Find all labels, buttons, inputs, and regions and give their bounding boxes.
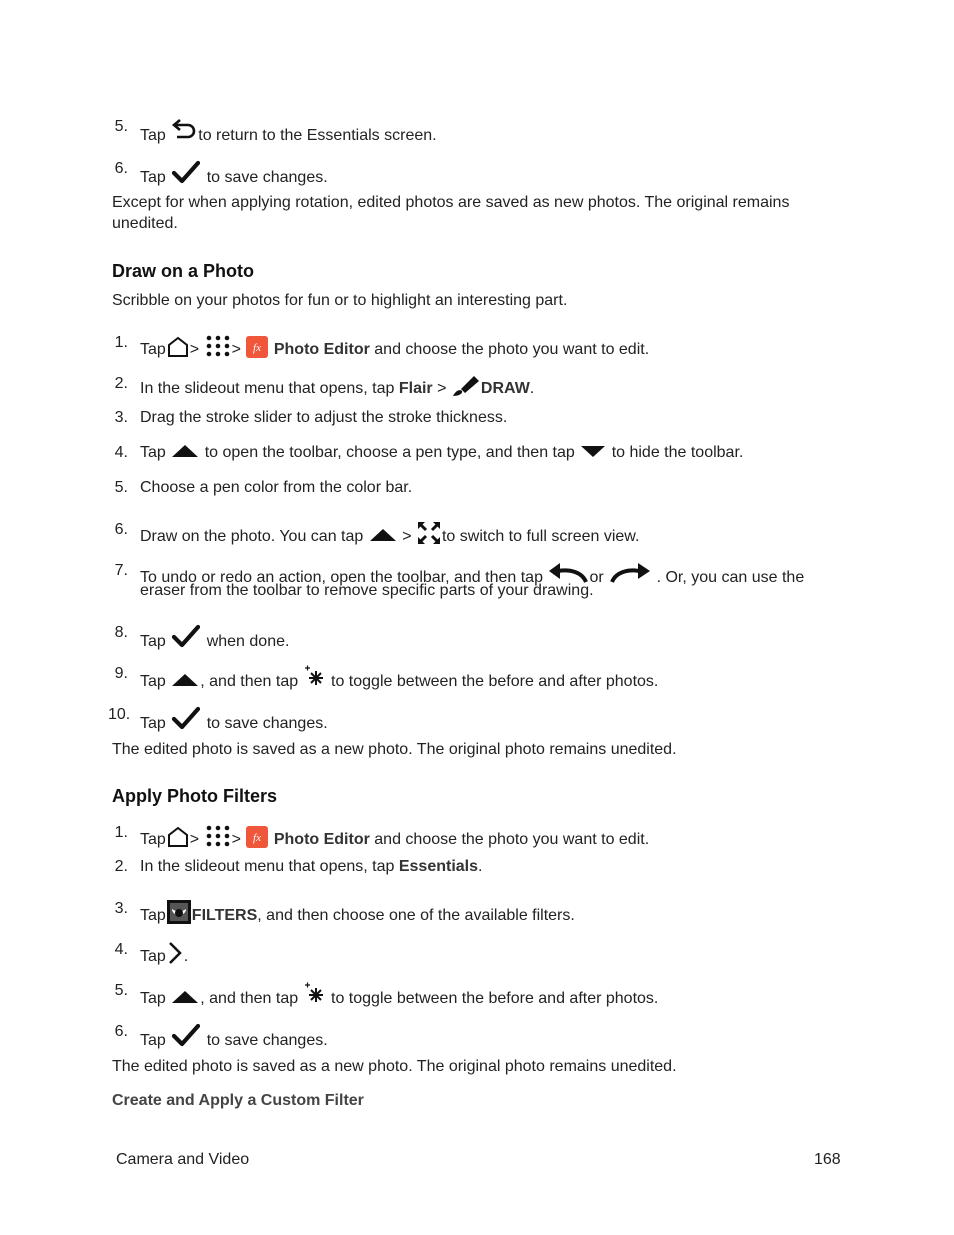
filters-step-3: 3. Tap FILTERS, and then choose one of the available filters. — [112, 892, 832, 922]
step-number: 2. — [114, 858, 128, 875]
step-return: 5. Tap to return to the Essentials screen. — [112, 112, 832, 142]
step-number: 9. — [114, 665, 128, 682]
photo-editor-app-icon — [246, 336, 268, 358]
triangle-up-icon — [171, 990, 199, 1004]
triangle-down-icon — [580, 445, 606, 458]
filters-step-5: 5. Tap , and then tap to toggle between the before and after photos. — [112, 974, 832, 1004]
photo-editor-app-icon — [246, 826, 268, 848]
checkmark-icon — [171, 1023, 201, 1049]
apps-grid-icon — [205, 824, 231, 848]
step-number: 8. — [114, 624, 128, 641]
step-number: 4. — [114, 941, 128, 958]
draw-step-3: 3. Drag the stroke slider to adjust the stroke thickness. — [112, 408, 832, 438]
draw-step-4: 4. Tap to open the toolbar, choose a pen type, and then tap to hide the toolbar. — [112, 441, 832, 471]
redo-icon — [609, 562, 651, 584]
step-number: 7. — [114, 562, 128, 579]
home-icon — [167, 336, 189, 358]
step-number: 3. — [114, 409, 128, 426]
fullscreen-icon — [417, 521, 441, 545]
filters-note: The edited photo is saved as a new photo. The original photo remains unedited. — [112, 1058, 677, 1075]
subheading-custom-filter: Create and Apply a Custom Filter — [112, 1092, 364, 1109]
footer-section: Camera and Video — [116, 1151, 250, 1168]
draw-intro: Scribble on your photos for fun or to highlight an interesting part. — [112, 292, 568, 309]
draw-step-1: 1. Tap > > fx Photo Editor and choose the photo you want to edit. — [112, 326, 832, 356]
draw-step-10: 10. Tap to save changes. — [108, 706, 328, 732]
checkmark-icon — [171, 160, 201, 186]
compare-sparkle-icon — [304, 982, 326, 1004]
step-number: 6. — [114, 521, 128, 538]
step-number: 5. — [114, 479, 128, 496]
step-number: 6. — [114, 160, 128, 177]
filters-step-1: 1. Tap > > fx Photo Editor and choose the photo you want to edit. — [112, 816, 832, 846]
chevron-right-icon — [167, 941, 183, 965]
step-number: 6. — [114, 1023, 128, 1040]
filters-step-6: 6. Tap to save changes. — [112, 1015, 832, 1045]
checkmark-icon — [171, 624, 201, 650]
triangle-up-icon — [171, 444, 199, 458]
triangle-up-icon — [171, 673, 199, 687]
filters-step-2: 2. In the slideout menu that opens, tap Essentials. — [112, 857, 832, 887]
step-save: 6. Tap to save changes. — [112, 152, 832, 182]
draw-step-5: 5. Choose a pen color from the color bar. — [112, 478, 832, 508]
apps-grid-icon — [205, 334, 231, 358]
home-icon — [167, 826, 189, 848]
draw-brush-icon — [452, 375, 480, 397]
step-number: 5. — [114, 982, 128, 999]
draw-step-2: 2. In the slideout menu that opens, tap Flair > DRAW. — [112, 367, 832, 397]
filters-icon — [167, 900, 191, 924]
filters-step-4: 4. Tap . — [112, 933, 832, 963]
checkmark-icon — [171, 706, 201, 732]
note-saved-as-new: Except for when applying rotation, edited photos are saved as new photos. The original remains unedited. — [112, 194, 790, 232]
footer-page-number: 168 — [814, 1151, 841, 1168]
draw-step-8: 8. Tap when done. — [112, 616, 832, 646]
draw-step-6: 6. Draw on the photo. You can tap > to switch to full screen view. — [112, 513, 832, 543]
step-number: 1. — [114, 824, 128, 841]
compare-sparkle-icon — [304, 665, 326, 687]
section-title-draw: Draw on a Photo — [112, 261, 255, 281]
step-number: 2. — [114, 375, 128, 392]
step-number: 1. — [114, 334, 128, 351]
section-title-filters: Apply Photo Filters — [112, 786, 278, 806]
svg-text:fx: fx — [253, 342, 262, 354]
draw-step-9: 9. Tap , and then tap to toggle between the before and after photos. — [112, 657, 832, 687]
step-number: 4. — [114, 444, 128, 461]
step-number: 3. — [114, 900, 128, 917]
back-arrow-icon — [171, 118, 197, 142]
triangle-up-icon — [369, 528, 397, 542]
svg-text:fx: fx — [253, 832, 262, 844]
step-number: 10. — [108, 706, 131, 723]
draw-note: The edited photo is saved as a new photo. The original photo remains unedited. — [112, 741, 677, 758]
step-number: 5. — [114, 118, 128, 135]
draw-step-7: 7. To undo or redo an action, open the toolbar, and then tap or . Or, you can use the eraser from the toolbar to remove specific parts of your drawing. — [112, 554, 832, 600]
undo-icon — [548, 562, 588, 584]
